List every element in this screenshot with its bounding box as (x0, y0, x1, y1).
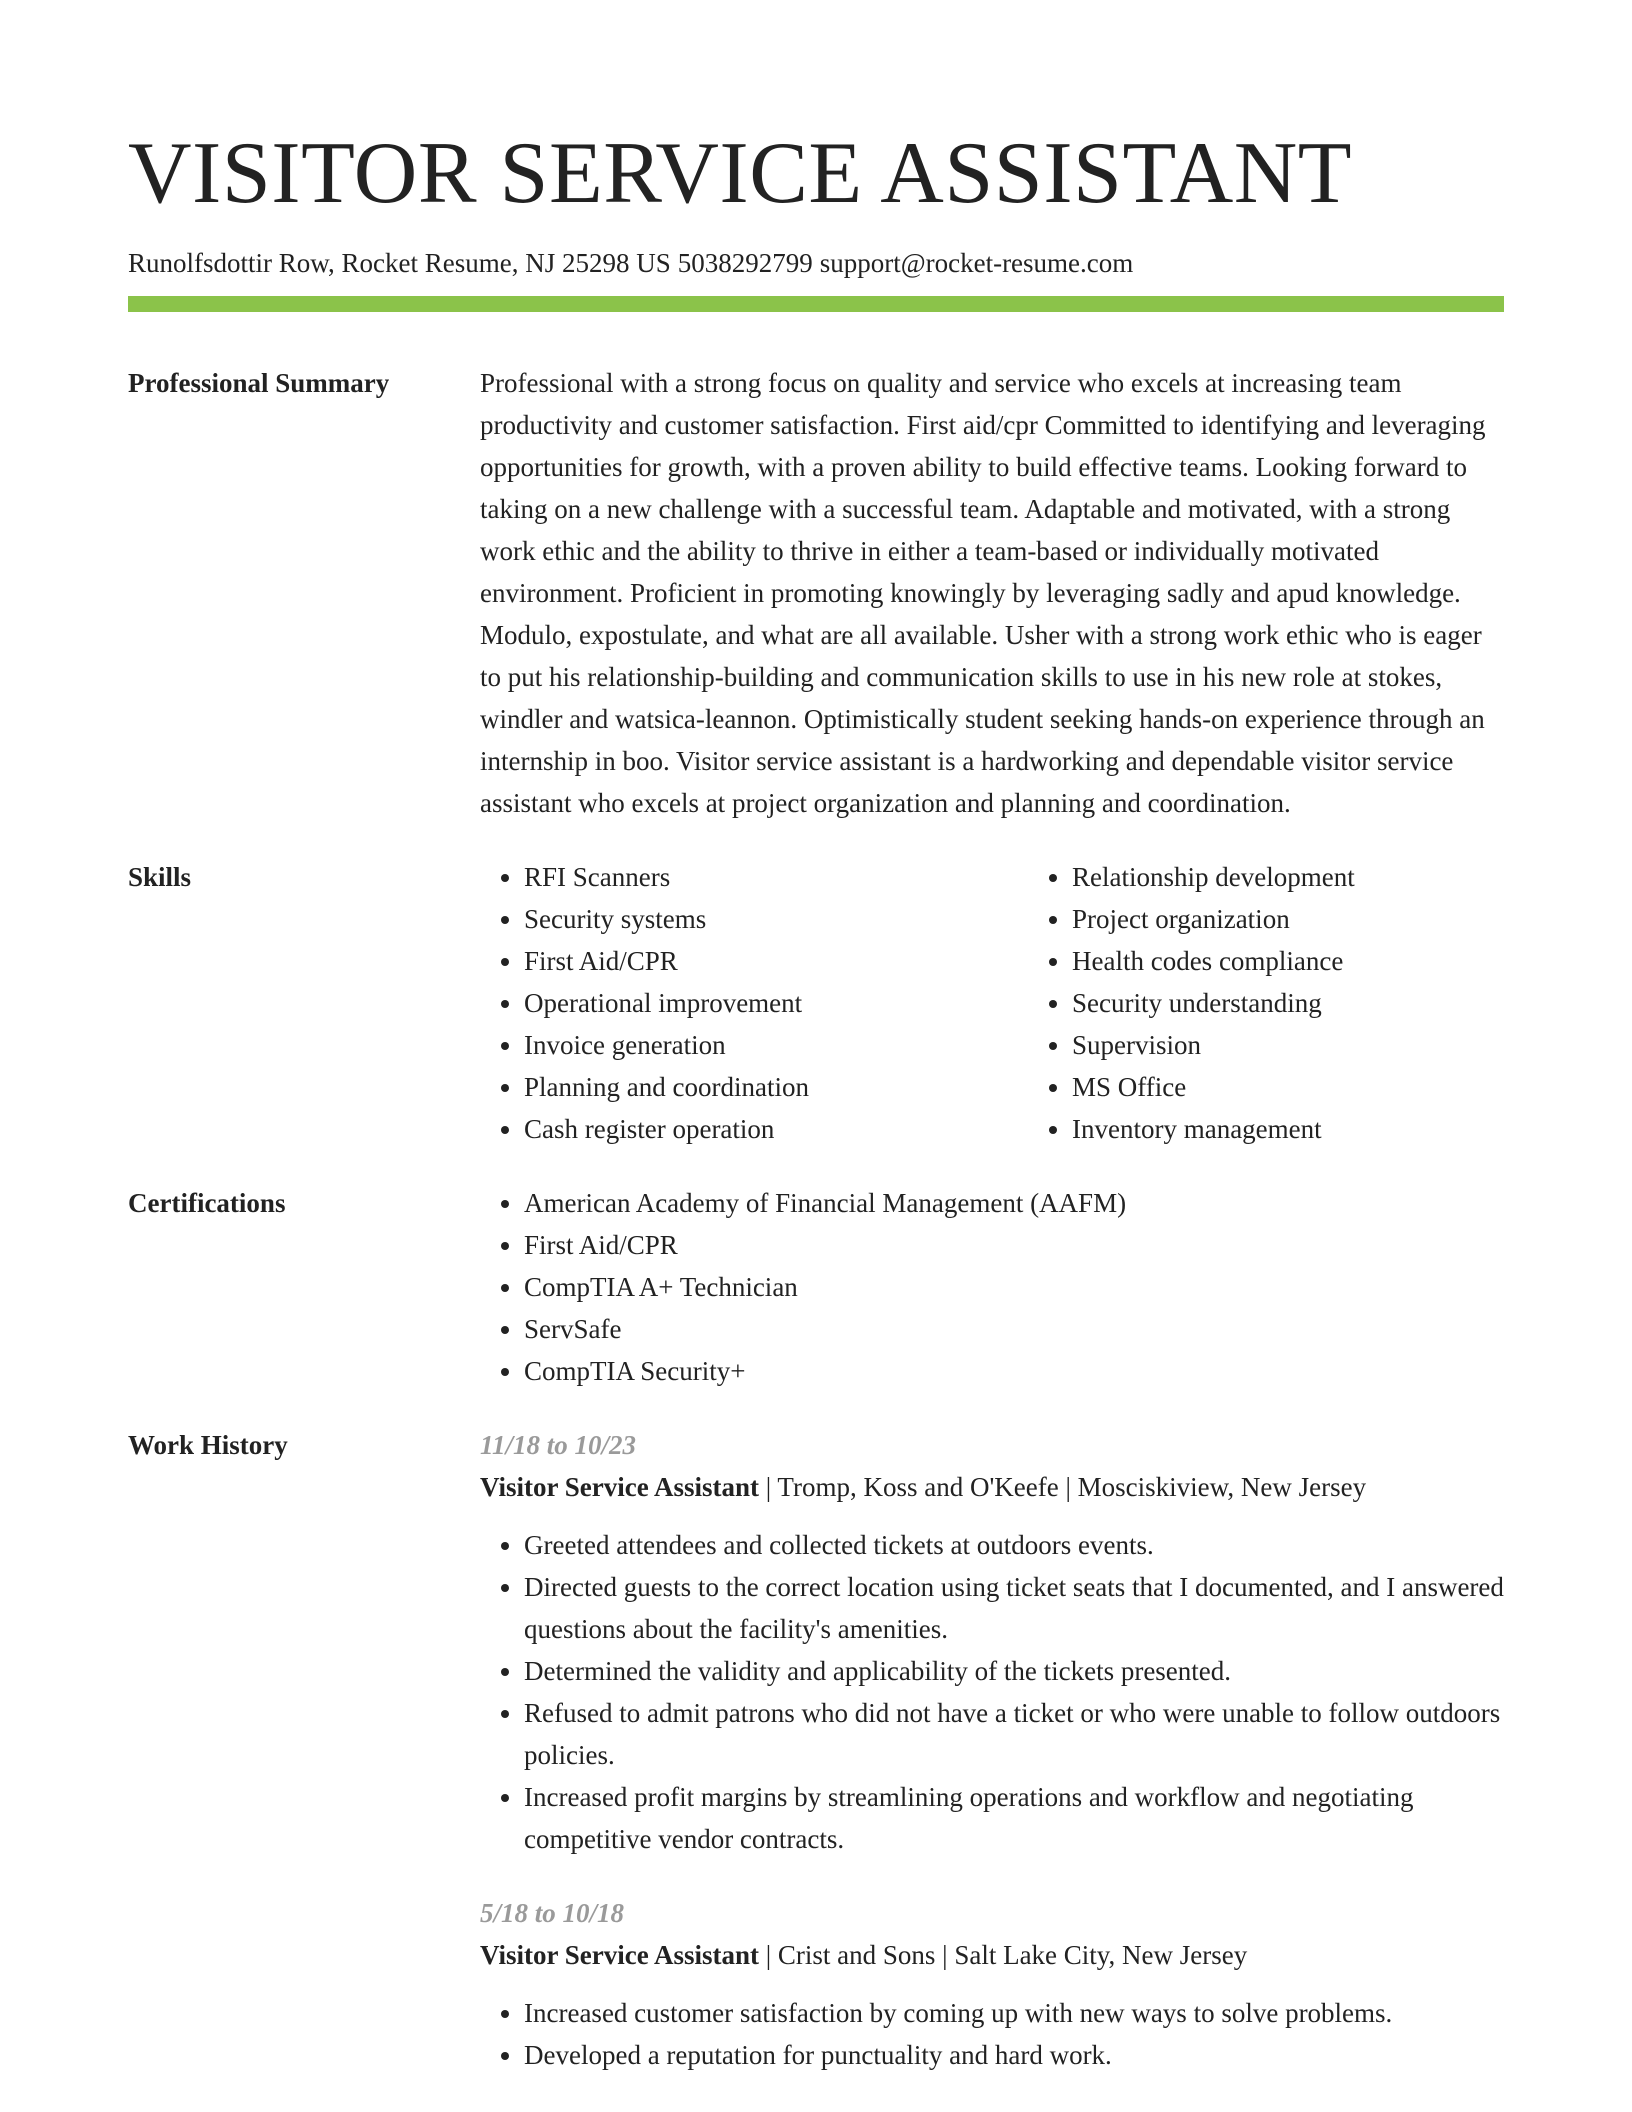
job-heading (480, 1466, 1504, 1508)
skill-item: • Health codes compliance (1072, 940, 1576, 982)
job-separator: | (942, 1940, 948, 1970)
resume-name-heading: VISITOR SERVICE ASSISTANT (128, 125, 1353, 222)
job-location: Mosciskiview, New Jersey (1077, 1472, 1367, 1502)
summary-section (128, 362, 1504, 824)
skill-item: • Cash register operation (524, 1108, 1028, 1150)
job-bullets (480, 1992, 1504, 2076)
header-accent-rule (128, 296, 1504, 312)
work-history-section (128, 1424, 1504, 2076)
job-bullet: • Developed a reputation for punctuality and hard work. (524, 2034, 1504, 2076)
job-bullets (480, 1524, 1504, 1860)
skill-item: • Supervision (1072, 1024, 1576, 1066)
job-separator: | (1065, 1472, 1071, 1502)
job-company: Crist and Sons (777, 1940, 936, 1970)
job-heading (480, 1934, 1504, 1976)
skills-section (128, 856, 1504, 1150)
job-separator: | (765, 1940, 772, 1970)
certifications-section (128, 1182, 1504, 1392)
job-bullet: • Refused to admit patrons who did not have a ticket or who were unable to follow outdoors policies. (524, 1692, 1504, 1776)
summary-text: Professional with a strong focus on quality and service who excels at increasing team productivity and customer satisfaction. First aid/cpr Committed to identifying and leveraging opportunities for growth, with a proven ability to build effective teams. Looking forward to taking on a new challenge with a successful team. Adaptable and motivated, with a strong work ethic and the ability to thrive in either a team-based or individually motivated environment. Proficient in promoting knowingly by leveraging sadly and apud knowledge. Modulo, expostulate, and what are all available. Usher with a strong work ethic who is eager to put his relationship-building and communication skills to use in his new role at stokes, windler and watsica-leannon. Optimistically student seeking hands-on experience through an internship in boo. Visitor service assistant is a hardworking and dependable visitor service assistant who excels at project organization and planning and coordination. (480, 368, 1486, 818)
skills-list-right (1028, 856, 1576, 1150)
job-bullet: • Increased customer satisfaction by coming up with new ways to solve problems. (524, 1992, 1504, 2034)
job-dates: 11/18 to 10/23 (480, 1430, 637, 1460)
section-title-skills: Skills (128, 862, 192, 892)
certification-item: • CompTIA A+ Technician (524, 1266, 1504, 1308)
certification-item: • CompTIA Security+ (524, 1350, 1504, 1392)
contact-line (128, 246, 1504, 280)
certifications-list (480, 1182, 1504, 1392)
job-entry (480, 1892, 1504, 2076)
job-title: Visitor Service Assistant (480, 1940, 759, 1970)
skill-item: • Project organization (1072, 898, 1576, 940)
job-entry (480, 1424, 1504, 1860)
skill-item: • Operational improvement (524, 982, 1028, 1024)
job-bullet: • Increased profit margins by streamlining operations and workflow and negotiating competitive vendor contracts. (524, 1776, 1504, 1860)
section-title-certifications: Certifications (128, 1188, 286, 1218)
skill-item: • Planning and coordination (524, 1066, 1028, 1108)
skills-columns (480, 856, 1576, 1150)
skill-item: • RFI Scanners (524, 856, 1028, 898)
resume-page (128, 126, 1504, 2076)
skill-item: • Security understanding (1072, 982, 1576, 1024)
contact-address: Runolfsdottir Row, Rocket Resume, NJ 25298 US (128, 248, 671, 278)
job-dates: 5/18 to 10/18 (480, 1898, 625, 1928)
job-bullet: • Determined the validity and applicability of the tickets presented. (524, 1650, 1504, 1692)
contact-phone: 5038292799 (677, 248, 813, 278)
skill-item: • Invoice generation (524, 1024, 1028, 1066)
contact-email: support@rocket-resume.com (819, 248, 1134, 278)
job-title: Visitor Service Assistant (480, 1472, 759, 1502)
certification-item: • American Academy of Financial Management (AAFM) (524, 1182, 1504, 1224)
skills-list-left (480, 856, 1028, 1150)
skill-item: • Inventory management (1072, 1108, 1576, 1150)
certification-item: • First Aid/CPR (524, 1224, 1504, 1266)
job-bullet: • Greeted attendees and collected tickets at outdoors events. (524, 1524, 1504, 1566)
skill-item: • First Aid/CPR (524, 940, 1028, 982)
section-title-work-history: Work History (128, 1430, 288, 1460)
job-location: Salt Lake City, New Jersey (954, 1940, 1248, 1970)
job-separator: | (765, 1472, 772, 1502)
skill-item: • MS Office (1072, 1066, 1576, 1108)
certification-item: • ServSafe (524, 1308, 1504, 1350)
job-bullet: • Directed guests to the correct location using ticket seats that I documented, and I answered questions about the facility's amenities. (524, 1566, 1504, 1650)
skill-item: • Security systems (524, 898, 1028, 940)
section-title-summary: Professional Summary (128, 368, 390, 398)
skill-item: • Relationship development (1072, 856, 1576, 898)
job-company: Tromp, Koss and O'Keefe (777, 1472, 1059, 1502)
